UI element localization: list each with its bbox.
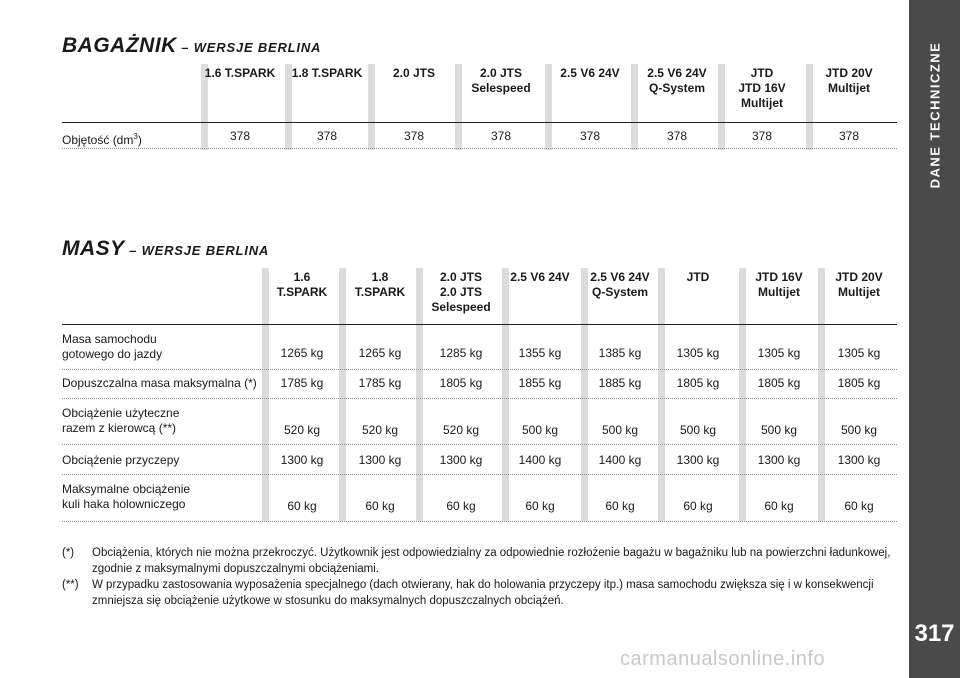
trunk-volume-value: 378 [751,129,773,143]
header-line: JTD [750,66,774,80]
label-superscript: 3 [133,132,138,141]
header-line: 2.0 JTS [439,285,483,299]
mass-value: 1805 kg [837,376,881,390]
footnote-text: W przypadku zastosowania wyposażenia specjalnego (dach otwierany, hak do holowania przyczepy itp.) masa samochodu zwiększa się i w konsekwencji zmniejsza się obciążenie użytkowe w stosunku do maksymalnych dopuszczalnych obciążeń. [92,579,874,607]
label-line: kuli haka holowniczego [62,497,186,511]
mass-value: 1300 kg [757,453,801,467]
trunk-header-rule [62,122,897,123]
mass-value: 60 kg [365,499,395,513]
mass-value: 1300 kg [280,453,324,467]
mass-value: 520 kg [442,423,480,437]
mass-column-header [257,270,347,300]
mass-row-rule [62,398,897,399]
trunk-volume-value: 378 [579,129,601,143]
mass-value: 1400 kg [598,453,642,467]
header-line: T.SPARK [276,285,328,299]
footnote [62,577,907,611]
mass-column-header [495,270,585,285]
mass-row-label [62,453,179,468]
trunk-volume-value: 378 [403,129,425,143]
label-line: Masa samochodu [62,332,157,346]
mass-value: 60 kg [525,499,555,513]
column-bar [818,268,825,521]
mass-value: 60 kg [605,499,635,513]
mass-value: 1805 kg [676,376,720,390]
trunk-volume-value: 378 [838,129,860,143]
label-text: Objętość (dm [62,133,134,147]
mass-value: 1285 kg [439,346,483,360]
mass-value: 60 kg [844,499,874,513]
mass-value: 520 kg [283,423,321,437]
mass-value: 1400 kg [518,453,562,467]
mass-row-rule [62,444,897,445]
label-line: razem z kierowcą (**) [62,421,177,435]
mass-row-rule [62,474,897,475]
header-line: 1.8 [371,270,389,284]
mass-value: 1300 kg [676,453,720,467]
trunk-volume-value: 378 [229,129,251,143]
mass-value: 60 kg [764,499,794,513]
header-line: JTD 16V [755,270,803,284]
trunk-volume-label [62,129,142,148]
mass-value: 1885 kg [598,376,642,390]
header-line: 1.6 [293,270,311,284]
mass-column-header [653,270,743,285]
header-line: Multijet [741,96,783,110]
mass-value: 520 kg [361,423,399,437]
column-bar [262,268,269,521]
header-line: 2.5 V6 24V [560,66,620,80]
trunk-row-rule [62,148,897,149]
page-number: 317 [914,620,955,647]
column-bar [658,268,665,521]
mass-column-header [814,270,904,300]
mass-value: 1300 kg [358,453,402,467]
label-text-end: ) [137,133,142,147]
trunk-column-header [282,66,372,81]
footnote [62,545,907,579]
label-line: gotowego do jazdy [62,347,163,361]
header-line: JTD [686,270,710,284]
trunk-column-header [717,66,807,111]
section-tab-label: DANE TECHNICZNE [927,41,943,189]
mass-value: 1300 kg [439,453,483,467]
footnote-mark: (*) [62,547,75,559]
header-line: JTD 20V [835,270,883,284]
label-line: Obciążenie użyteczne [62,406,180,420]
mass-value: 1855 kg [518,376,562,390]
mass-row-label [62,482,190,512]
column-bar [339,268,346,521]
mass-column-header [416,270,506,315]
mass-row-rule [62,521,897,522]
mass-row-label [62,376,257,391]
mass-value: 1785 kg [280,376,324,390]
header-line: 2.5 V6 24V [647,66,707,80]
mass-value: 60 kg [683,499,713,513]
footnote-mark: (**) [62,579,79,591]
header-line: 2.5 V6 24V [510,270,570,284]
header-line: 1.8 T.SPARK [291,66,363,80]
header-line: 2.0 JTS [392,66,436,80]
trunk-subtitle: – WERSJE BERLINA [181,40,322,55]
header-line: T.SPARK [354,285,406,299]
header-line: 1.6 T.SPARK [204,66,276,80]
label-line: Maksymalne obciążenie [62,482,191,496]
mass-subtitle: – WERSJE BERLINA [129,243,270,258]
label-line: Dopuszczalna masa maksymalna (*) [62,376,257,390]
mass-column-header [734,270,824,300]
mass-header-rule [62,324,897,325]
mass-value: 500 kg [760,423,798,437]
mass-column-header [335,270,425,300]
mass-row-rule [62,369,897,370]
mass-value: 60 kg [446,499,476,513]
trunk-column-header [195,66,285,81]
mass-value: 60 kg [287,499,317,513]
header-line: Selespeed [431,300,491,314]
mass-row-label [62,406,179,436]
header-line: Q-System [591,285,649,299]
header-line: JTD 20V [825,66,873,80]
mass-value: 500 kg [840,423,878,437]
trunk-column-header [804,66,894,96]
trunk-volume-value: 378 [666,129,688,143]
mass-value: 1305 kg [757,346,801,360]
footnote-text: Obciążenia, których nie można przekroczyć. Użytkownik jest odpowiedzialny za odpowiednie rozłożenie bagażu w bagażniku lub na powierzchni ładunkowej, zgodnie z maksymalnymi dopuszczalnymi obciążeniami. [92,547,891,575]
header-line: 2.0 JTS [479,66,523,80]
mass-value: 1805 kg [757,376,801,390]
trunk-volume-value: 378 [316,129,338,143]
mass-value: 1355 kg [518,346,562,360]
mass-value: 500 kg [521,423,559,437]
header-line: Multijet [828,81,870,95]
trunk-column-header [545,66,635,81]
watermark: carmanualsonline.info [620,648,826,670]
mass-value: 1300 kg [837,453,881,467]
trunk-column-header [632,66,722,96]
mass-row-label [62,332,162,362]
trunk-column-header [369,66,459,81]
mass-value: 1305 kg [837,346,881,360]
mass-column-header [575,270,665,300]
header-line: Selespeed [471,81,531,95]
header-line: Multijet [838,285,880,299]
trunk-title: BAGAŻNIK [62,34,177,57]
column-bar [581,268,588,521]
mass-title: MASY [62,237,125,260]
mass-value: 1785 kg [358,376,402,390]
header-line: Q-System [648,81,706,95]
header-line: 2.0 JTS [439,270,483,284]
mass-value: 1385 kg [598,346,642,360]
trunk-volume-value: 378 [490,129,512,143]
mass-value: 500 kg [601,423,639,437]
mass-value: 1305 kg [676,346,720,360]
mass-value: 1265 kg [280,346,324,360]
header-line: Multijet [758,285,800,299]
mass-value: 500 kg [679,423,717,437]
trunk-section-title [62,34,321,58]
label-line: Obciążenie przyczepy [62,453,180,467]
mass-value: 1265 kg [358,346,402,360]
mass-section-title [62,237,269,261]
trunk-column-header [456,66,546,96]
header-line: 2.5 V6 24V [590,270,650,284]
section-tab [917,30,953,200]
mass-value: 1805 kg [439,376,483,390]
header-line: JTD 16V [738,81,786,95]
column-bar [739,268,746,521]
